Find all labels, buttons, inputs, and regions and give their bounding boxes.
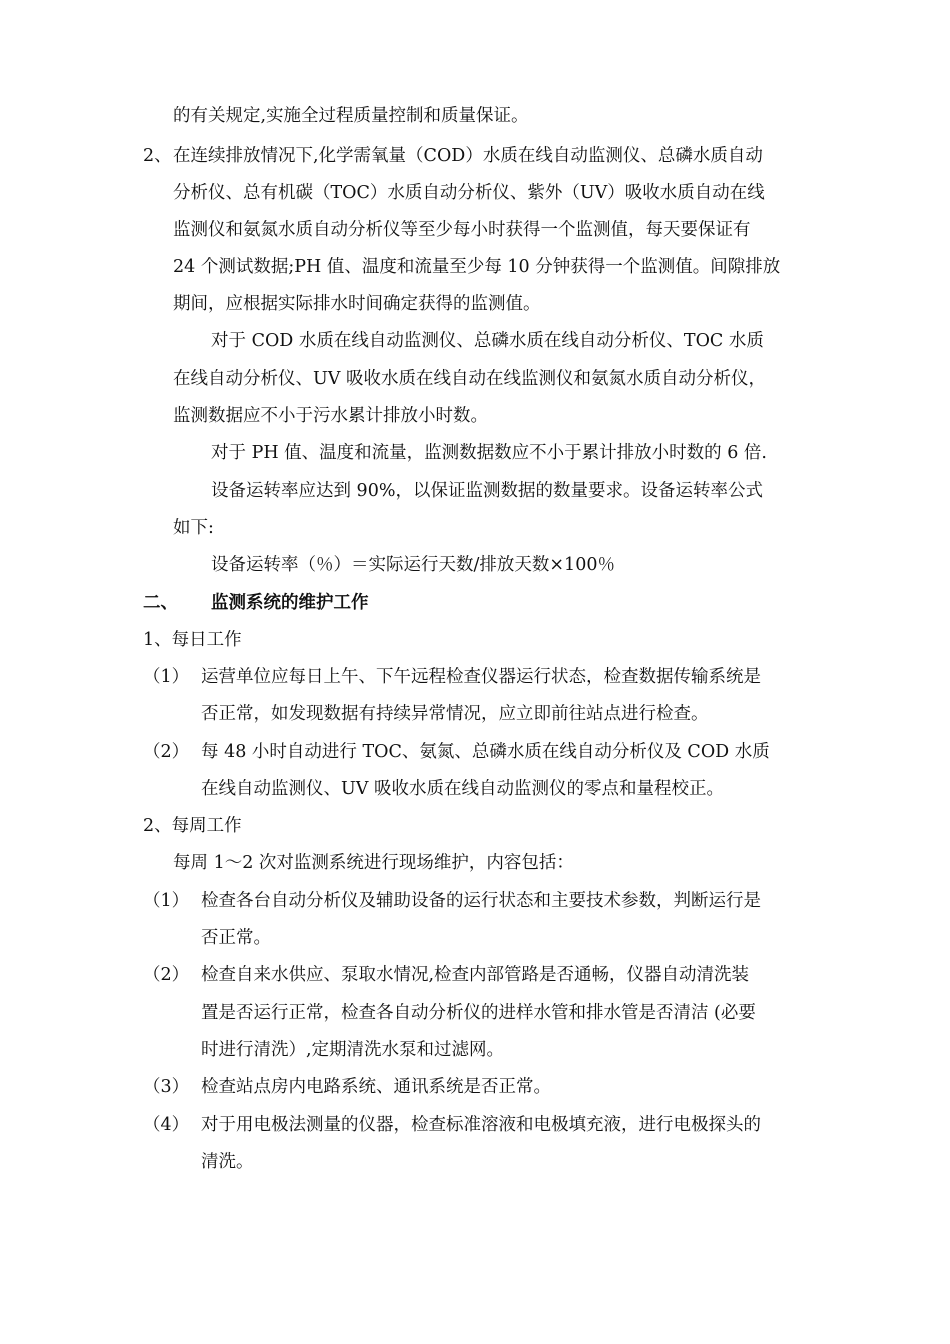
text-line: 对于 PH 值、温度和流量，监测数据数应不小于累计排放小时数的 6 倍. <box>211 443 767 463</box>
section-number: 二、 <box>143 593 178 613</box>
text-line: 如下: <box>173 518 214 538</box>
text-line: 每周 1～2 次对监测系统进行现场维护，内容包括： <box>173 853 574 873</box>
text-line: 的有关规定,实施全过程质量控制和质量保证。 <box>173 106 529 126</box>
text-line: 时进行清洗）,定期清洗水泵和过滤网。 <box>201 1040 505 1060</box>
list-number: （3） <box>143 1077 190 1097</box>
text-line: 运营单位应每日上午、下午远程检查仪器运行状态，检查数据传输系统是 <box>201 667 761 687</box>
list-number: （4） <box>143 1115 190 1135</box>
text-line: 分析仪、总有机碳（TOC）水质自动分析仪、紫外（UV）吸收水质自动在线 <box>173 183 765 203</box>
text-line: 对于用电极法测量的仪器，检查标准溶液和电极填充液，进行电极探头的 <box>201 1115 761 1135</box>
formula-line: 设备运转率（％）＝实际运行天数/排放天数×100％ <box>211 555 615 575</box>
list-number: （2） <box>143 965 190 985</box>
list-number: （1） <box>143 891 190 911</box>
text-line: 否正常，如发现数据有持续异常情况，应立即前往站点进行检查。 <box>201 704 709 724</box>
text-line: 检查各台自动分析仪及辅助设备的运行状态和主要技术参数，判断运行是 <box>201 891 761 911</box>
text-line: 24 个测试数据;PH 值、温度和流量至少每 10 分钟获得一个监测值。间隙排放 <box>173 257 781 277</box>
text-line: 在线自动分析仪、UV 吸收水质在线自动在线监测仪和氨氮水质自动分析仪， <box>173 369 766 389</box>
text-line: 清洗。 <box>201 1152 254 1172</box>
text-line: 对于 COD 水质在线自动监测仪、总磷水质在线自动分析仪、TOC 水质 <box>211 331 764 351</box>
subsection-heading: 1、每日工作 <box>143 630 242 650</box>
text-line: 每 48 小时自动进行 TOC、氨氮、总磷水质在线自动分析仪及 COD 水质 <box>201 742 770 762</box>
text-line: 监测仪和氨氮水质自动分析仪等至少每小时获得一个监测值，每天要保证有 <box>173 220 751 240</box>
list-number: （2） <box>143 742 190 762</box>
section-heading: 监测系统的维护工作 <box>211 593 369 613</box>
text-line: 监测数据应不小于污水累计排放小时数。 <box>173 406 488 426</box>
text-line: 期间，应根据实际排水时间确定获得的监测值。 <box>173 294 541 314</box>
text-line: 在线自动监测仪、UV 吸收水质在线自动监测仪的零点和量程校正。 <box>201 779 724 799</box>
text-line: 检查自来水供应、泵取水情况,检查内部管路是否通畅，仪器自动清洗装 <box>201 965 750 985</box>
list-number: （1） <box>143 667 190 687</box>
text-line: 置是否运行正常，检查各自动分析仪的进样水管和排水管是否清洁 (必要 <box>201 1003 756 1023</box>
text-line: 在连续排放情况下,化学需氧量（COD）水质在线自动监测仪、总磷水质自动 <box>173 146 763 166</box>
text-line: 否正常。 <box>201 928 271 948</box>
text-line: 检查站点房内电路系统、通讯系统是否正常。 <box>201 1077 551 1097</box>
subsection-heading: 2、每周工作 <box>143 816 242 836</box>
text-line: 设备运转率应达到 90%，以保证监测数据的数量要求。设备运转率公式 <box>211 481 763 501</box>
list-number: 2、 <box>143 146 172 166</box>
